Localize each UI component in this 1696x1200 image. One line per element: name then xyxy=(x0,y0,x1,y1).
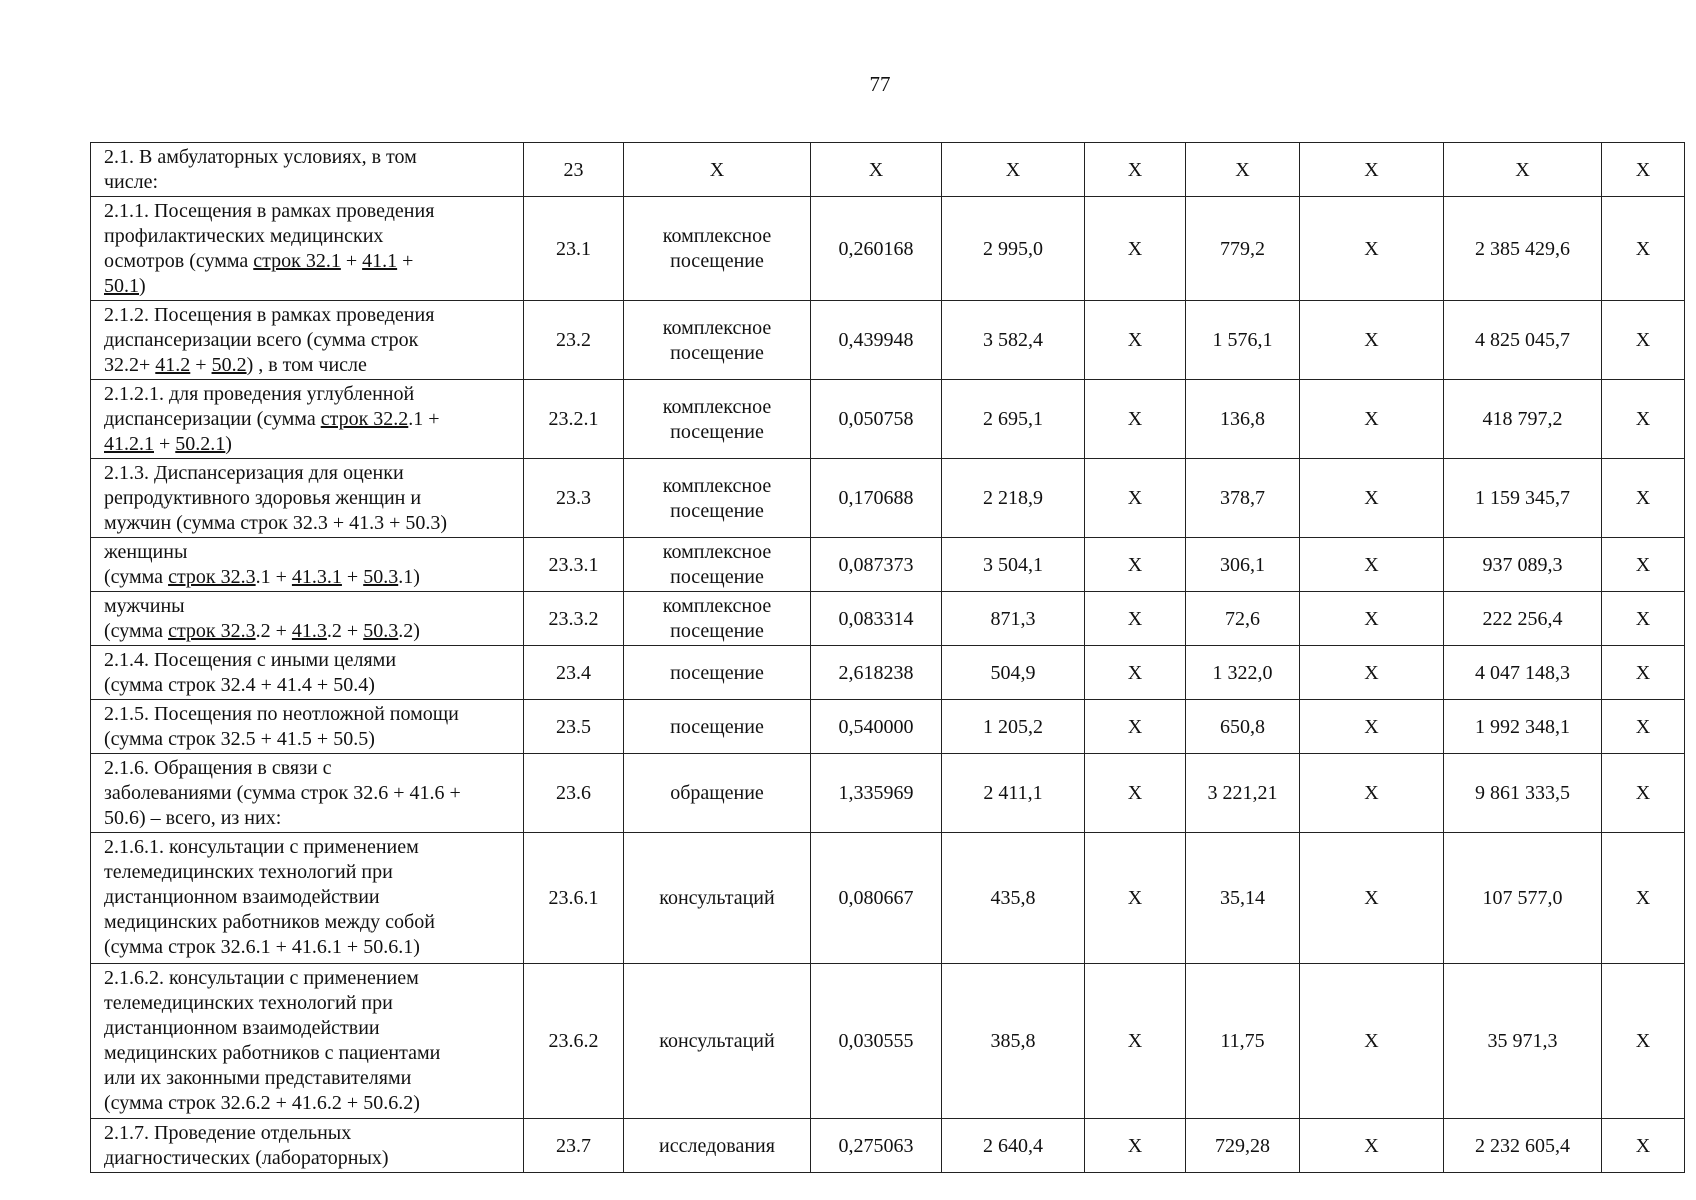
total-cell: 107 577,0 xyxy=(1444,833,1602,964)
norm-cell: 0,439948 xyxy=(811,301,942,380)
description-text: диспансеризации всего (сумма строк xyxy=(104,329,419,351)
cost-cell: 2 411,1 xyxy=(942,754,1085,833)
description-cell xyxy=(91,964,524,1119)
col5-cell: Х xyxy=(1085,1119,1186,1173)
unit-cell: посещение xyxy=(624,646,811,700)
table-row xyxy=(91,754,1685,833)
description-text: 2.1.6.2. консультации с применением xyxy=(104,967,419,989)
col7-cell: Х xyxy=(1300,538,1444,592)
row-number-cell: 23.5 xyxy=(524,700,624,754)
description-text: репродуктивного здоровья женщин и xyxy=(104,487,422,509)
col9-cell: Х xyxy=(1602,459,1685,538)
row-number-cell: 23.6 xyxy=(524,754,624,833)
cost-cell: 385,8 xyxy=(942,964,1085,1119)
col7-cell: Х xyxy=(1300,197,1444,301)
row-number-cell: 23.6.1 xyxy=(524,833,624,964)
cost-cell: 871,3 xyxy=(942,592,1085,646)
table-row xyxy=(91,700,1685,754)
cost-cell: 3 582,4 xyxy=(942,301,1085,380)
description-cell xyxy=(91,700,524,754)
description-text: + xyxy=(190,354,212,376)
description-text: .1 + xyxy=(408,408,440,430)
description-text: мужчины xyxy=(104,595,185,617)
table-row xyxy=(91,459,1685,538)
per-capita-cell: 779,2 xyxy=(1186,197,1300,301)
unit-cell: комплексное посещение xyxy=(624,380,811,459)
total-cell: 937 089,3 xyxy=(1444,538,1602,592)
table-body xyxy=(91,143,1685,1173)
table-row xyxy=(91,833,1685,964)
per-capita-cell: 3 221,21 xyxy=(1186,754,1300,833)
description-cell xyxy=(91,538,524,592)
unit-cell: консультаций xyxy=(624,833,811,964)
row-number-cell: 23.7 xyxy=(524,1119,624,1173)
description-text: 2.1.4. Посещения с иными целями xyxy=(104,649,397,671)
norm-cell: 0,275063 xyxy=(811,1119,942,1173)
col9-cell: Х xyxy=(1602,380,1685,459)
total-cell: 9 861 333,5 xyxy=(1444,754,1602,833)
col5-cell: Х xyxy=(1085,700,1186,754)
col9-cell: Х xyxy=(1602,964,1685,1119)
unit-cell: комплексное посещение xyxy=(624,197,811,301)
description-text: (сумма строк 32.4 + 41.4 + 50.4) xyxy=(104,674,375,696)
col5-cell: Х xyxy=(1085,592,1186,646)
description-text: диспансеризации (сумма xyxy=(104,408,321,430)
unit-cell: посещение xyxy=(624,700,811,754)
total-cell: 2 232 605,4 xyxy=(1444,1119,1602,1173)
per-capita-cell: Х xyxy=(1186,143,1300,197)
description-text: 2.1.3. Диспансеризация для оценки xyxy=(104,462,404,484)
description-text: 2.1.2.1. для проведения углубленной xyxy=(104,383,415,405)
description-text: профилактических медицинских xyxy=(104,225,384,247)
row-reference-link: 41.3.1 xyxy=(291,566,342,588)
col5-cell: Х xyxy=(1085,754,1186,833)
total-cell: 1 159 345,7 xyxy=(1444,459,1602,538)
table-row xyxy=(91,538,1685,592)
per-capita-cell: 729,28 xyxy=(1186,1119,1300,1173)
row-reference-link: 50.1 xyxy=(104,275,139,297)
description-text: телемедицинских технологий при xyxy=(104,861,393,883)
col7-cell: Х xyxy=(1300,833,1444,964)
col5-cell: Х xyxy=(1085,459,1186,538)
col5-cell: Х xyxy=(1085,197,1186,301)
col7-cell: Х xyxy=(1300,459,1444,538)
norm-cell: 0,080667 xyxy=(811,833,942,964)
total-cell: 222 256,4 xyxy=(1444,592,1602,646)
row-reference-link: строк 32.3 xyxy=(168,566,256,588)
description-text: числе: xyxy=(104,171,159,193)
row-reference-link: 50.3 xyxy=(363,566,399,588)
description-text: 32.2+ xyxy=(104,354,156,376)
unit-cell: комплексное посещение xyxy=(624,538,811,592)
col7-cell: Х xyxy=(1300,646,1444,700)
description-text: 2.1.6.1. консультации с применением xyxy=(104,836,419,858)
description-text: .2) xyxy=(398,620,420,642)
row-reference-link: 50.3 xyxy=(363,620,399,642)
col5-cell: Х xyxy=(1085,143,1186,197)
norm-cell: 0,083314 xyxy=(811,592,942,646)
cost-cell: 2 640,4 xyxy=(942,1119,1085,1173)
per-capita-cell: 136,8 xyxy=(1186,380,1300,459)
per-capita-cell: 35,14 xyxy=(1186,833,1300,964)
norm-cell: Х xyxy=(811,143,942,197)
description-text: .2 + xyxy=(255,620,292,642)
col9-cell: Х xyxy=(1602,700,1685,754)
page-number: 77 xyxy=(869,72,891,96)
description-cell xyxy=(91,197,524,301)
col7-cell: Х xyxy=(1300,1119,1444,1173)
data-table xyxy=(90,142,1685,1173)
table-row xyxy=(91,592,1685,646)
unit-cell: обращение xyxy=(624,754,811,833)
col9-cell: Х xyxy=(1602,1119,1685,1173)
row-reference-link: 41.3 xyxy=(291,620,327,642)
row-number-cell: 23.4 xyxy=(524,646,624,700)
row-number-cell: 23.3 xyxy=(524,459,624,538)
norm-cell: 0,030555 xyxy=(811,964,942,1119)
col7-cell: Х xyxy=(1300,143,1444,197)
col7-cell: Х xyxy=(1300,700,1444,754)
description-text: осмотров (сумма xyxy=(104,250,254,272)
table-row xyxy=(91,197,1685,301)
col5-cell: Х xyxy=(1085,538,1186,592)
description-text: или их законными представителями xyxy=(104,1067,412,1089)
description-text: дистанционном взаимодействии xyxy=(104,1017,380,1039)
col7-cell: Х xyxy=(1300,380,1444,459)
description-text: 2.1.6. Обращения в связи с xyxy=(104,757,332,779)
norm-cell: 0,260168 xyxy=(811,197,942,301)
col9-cell: Х xyxy=(1602,833,1685,964)
cost-cell: Х xyxy=(942,143,1085,197)
description-text: 50.6) – всего, из них: xyxy=(104,807,282,829)
unit-cell: исследования xyxy=(624,1119,811,1173)
norm-cell: 0,540000 xyxy=(811,700,942,754)
row-reference-link: 50.2 xyxy=(211,354,247,376)
description-cell xyxy=(91,592,524,646)
table-row xyxy=(91,646,1685,700)
per-capita-cell: 1 322,0 xyxy=(1186,646,1300,700)
unit-cell: Х xyxy=(624,143,811,197)
total-cell: 2 385 429,6 xyxy=(1444,197,1602,301)
norm-cell: 0,170688 xyxy=(811,459,942,538)
description-text: ) xyxy=(225,433,232,455)
cost-cell: 3 504,1 xyxy=(942,538,1085,592)
total-cell: 4 825 045,7 xyxy=(1444,301,1602,380)
description-text: 2.1.5. Посещения по неотложной помощи xyxy=(104,703,459,725)
description-text: телемедицинских технологий при xyxy=(104,992,393,1014)
description-text: (сумма строк 32.6.1 + 41.6.1 + 50.6.1) xyxy=(104,936,420,958)
cost-cell: 504,9 xyxy=(942,646,1085,700)
description-text: .1) xyxy=(398,566,420,588)
description-text: заболеваниями (сумма строк 32.6 + 41.6 + xyxy=(104,782,461,804)
col7-cell: Х xyxy=(1300,301,1444,380)
row-reference-link: строк 32.2 xyxy=(320,408,409,430)
col9-cell: Х xyxy=(1602,646,1685,700)
unit-cell: комплексное посещение xyxy=(624,592,811,646)
description-text: ) , в том числе xyxy=(246,354,367,376)
col5-cell: Х xyxy=(1085,646,1186,700)
row-number-cell: 23.6.2 xyxy=(524,964,624,1119)
description-cell xyxy=(91,301,524,380)
description-text: .2 + xyxy=(326,620,364,642)
description-cell xyxy=(91,380,524,459)
per-capita-cell: 1 576,1 xyxy=(1186,301,1300,380)
table-row xyxy=(91,964,1685,1119)
description-text: 2.1.7. Проведение отдельных xyxy=(104,1122,352,1144)
description-text: .1 + xyxy=(255,566,292,588)
description-cell xyxy=(91,833,524,964)
description-text: + xyxy=(341,566,364,588)
description-text: диагностических (лабораторных) xyxy=(104,1147,389,1169)
col9-cell: Х xyxy=(1602,197,1685,301)
col7-cell: Х xyxy=(1300,964,1444,1119)
norm-cell: 0,087373 xyxy=(811,538,942,592)
per-capita-cell: 650,8 xyxy=(1186,700,1300,754)
table-row xyxy=(91,301,1685,380)
description-cell xyxy=(91,143,524,197)
row-number-cell: 23.2.1 xyxy=(524,380,624,459)
row-reference-link: 41.2.1 xyxy=(104,433,154,455)
row-number-cell: 23.2 xyxy=(524,301,624,380)
description-text: (сумма строк 32.6.2 + 41.6.2 + 50.6.2) xyxy=(104,1092,420,1114)
description-text: 2.1.2. Посещения в рамках проведения xyxy=(104,304,435,326)
table-row xyxy=(91,1119,1685,1173)
row-number-cell: 23.3.2 xyxy=(524,592,624,646)
per-capita-cell: 72,6 xyxy=(1186,592,1300,646)
norm-cell: 2,618238 xyxy=(811,646,942,700)
row-reference-link: строк 32.1 xyxy=(253,250,341,272)
per-capita-cell: 11,75 xyxy=(1186,964,1300,1119)
col9-cell: Х xyxy=(1602,301,1685,380)
col5-cell: Х xyxy=(1085,964,1186,1119)
total-cell: 1 992 348,1 xyxy=(1444,700,1602,754)
row-reference-link: 41.2 xyxy=(155,354,191,376)
description-text: 2.1.1. Посещения в рамках проведения xyxy=(104,200,435,222)
description-text: (сумма xyxy=(104,620,169,642)
col9-cell: Х xyxy=(1602,538,1685,592)
row-reference-link: строк 32.3 xyxy=(168,620,256,642)
unit-cell: комплексное посещение xyxy=(624,301,811,380)
cost-cell: 1 205,2 xyxy=(942,700,1085,754)
cost-cell: 2 695,1 xyxy=(942,380,1085,459)
description-text: медицинских работников с пациентами xyxy=(104,1042,441,1064)
description-text: медицинских работников между собой xyxy=(104,911,435,933)
col5-cell: Х xyxy=(1085,380,1186,459)
description-text: + xyxy=(154,433,176,455)
description-text: + xyxy=(397,250,414,272)
col9-cell: Х xyxy=(1602,143,1685,197)
norm-cell: 1,335969 xyxy=(811,754,942,833)
col5-cell: Х xyxy=(1085,301,1186,380)
row-number-cell: 23.1 xyxy=(524,197,624,301)
norm-cell: 0,050758 xyxy=(811,380,942,459)
description-text: мужчин (сумма строк 32.3 + 41.3 + 50.3) xyxy=(104,512,448,534)
total-cell: Х xyxy=(1444,143,1602,197)
description-cell xyxy=(91,754,524,833)
col5-cell: Х xyxy=(1085,833,1186,964)
table-row xyxy=(91,143,1685,197)
description-cell xyxy=(91,646,524,700)
per-capita-cell: 378,7 xyxy=(1186,459,1300,538)
cost-cell: 435,8 xyxy=(942,833,1085,964)
description-cell xyxy=(91,459,524,538)
row-number-cell: 23 xyxy=(524,143,624,197)
description-text: (сумма xyxy=(104,566,169,588)
per-capita-cell: 306,1 xyxy=(1186,538,1300,592)
col9-cell: Х xyxy=(1602,592,1685,646)
col7-cell: Х xyxy=(1300,592,1444,646)
col7-cell: Х xyxy=(1300,754,1444,833)
total-cell: 418 797,2 xyxy=(1444,380,1602,459)
description-text: женщины xyxy=(104,541,188,563)
row-reference-link: 50.2.1 xyxy=(175,433,226,455)
total-cell: 35 971,3 xyxy=(1444,964,1602,1119)
unit-cell: консультаций xyxy=(624,964,811,1119)
col9-cell: Х xyxy=(1602,754,1685,833)
total-cell: 4 047 148,3 xyxy=(1444,646,1602,700)
description-cell xyxy=(91,1119,524,1173)
row-reference-link: 41.1 xyxy=(362,250,398,272)
description-text: дистанционном взаимодействии xyxy=(104,886,380,908)
cost-cell: 2 218,9 xyxy=(942,459,1085,538)
row-number-cell: 23.3.1 xyxy=(524,538,624,592)
description-text: 2.1. В амбулаторных условиях, в том xyxy=(104,146,417,168)
table-row xyxy=(91,380,1685,459)
description-text: ) xyxy=(139,275,146,297)
description-text: + xyxy=(340,250,363,272)
description-text: (сумма строк 32.5 + 41.5 + 50.5) xyxy=(104,728,375,750)
cost-cell: 2 995,0 xyxy=(942,197,1085,301)
unit-cell: комплексное посещение xyxy=(624,459,811,538)
